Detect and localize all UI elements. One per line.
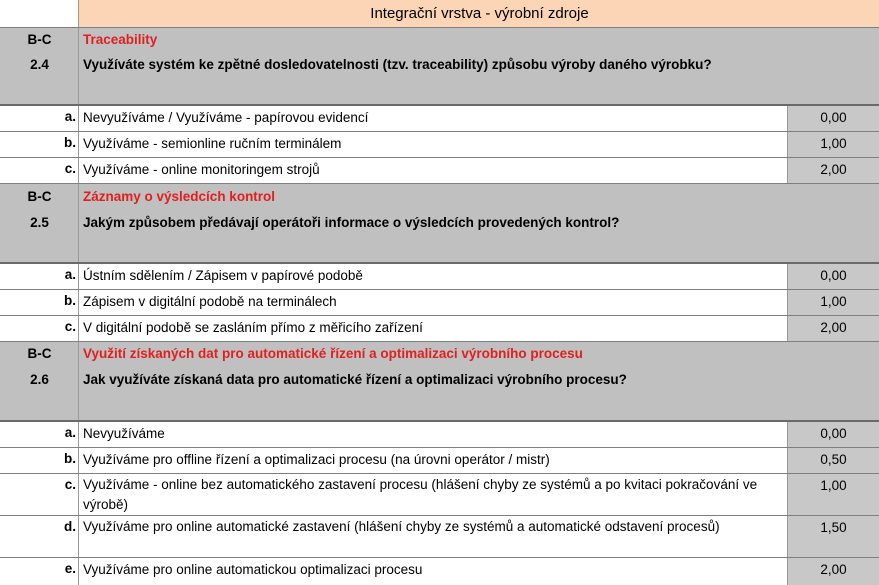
question-title: Traceability <box>83 32 158 47</box>
answer-letter: c. <box>64 161 76 176</box>
answer-cell[interactable] <box>80 558 787 585</box>
answer-text: Využíváme pro online automatické zastavení (hlášení chyby ze systémů a automatické odstavení procesů) <box>83 519 720 534</box>
answer-score: 0,00 <box>820 268 847 283</box>
answer-text: Využíváme pro online automatickou optimalizaci procesu <box>83 562 423 577</box>
answer-score: 0,00 <box>820 426 847 441</box>
letter-cell[interactable] <box>0 264 79 289</box>
answer-letter: e. <box>64 561 76 576</box>
score-cell[interactable] <box>787 516 879 557</box>
answer-cell[interactable] <box>80 448 787 473</box>
answer-text: Nevyužíváme <box>83 426 165 441</box>
sheet-title: Integrační vrstva - výrobní zdroje <box>370 5 589 22</box>
answer-row[interactable] <box>0 474 879 516</box>
answer-score: 0,50 <box>820 452 847 467</box>
answer-row[interactable] <box>0 290 879 316</box>
answer-letter: b. <box>64 135 76 150</box>
answer-score: 2,00 <box>820 320 847 335</box>
answer-row[interactable] <box>0 106 879 132</box>
answer-row[interactable] <box>0 448 879 474</box>
answer-letter: c. <box>64 477 76 492</box>
answer-score: 2,00 <box>820 562 847 577</box>
score-cell[interactable] <box>787 264 879 289</box>
answer-row[interactable] <box>0 316 879 342</box>
question-text: Využíváte systém ke zpětné dosledovatelnosti (tzv. traceability) způsobu výroby daného výrobku? <box>83 57 712 72</box>
question-number: 2.5 <box>30 215 49 230</box>
category-code: B-C <box>27 32 52 47</box>
answer-score: 1,00 <box>820 294 847 309</box>
answer-text: Zápisem v digitální podobě na terminálech <box>83 294 337 309</box>
answer-cell[interactable] <box>80 316 787 341</box>
answer-cell[interactable] <box>80 290 787 315</box>
question-title: Využití získaných dat pro automatické řízení a optimalizaci výrobního procesu <box>83 346 583 361</box>
question-number: 2.6 <box>30 372 49 387</box>
title-row[interactable] <box>0 0 879 28</box>
answer-row[interactable] <box>0 158 879 184</box>
question-title: Záznamy o výsledcích kontrol <box>83 189 276 204</box>
answer-cell[interactable] <box>80 106 787 131</box>
answer-letter: b. <box>64 451 76 466</box>
score-cell[interactable] <box>787 290 879 315</box>
category-code: B-C <box>27 346 52 361</box>
answer-row[interactable] <box>0 422 879 448</box>
answer-row[interactable] <box>0 558 879 585</box>
answer-text: Využíváme pro offline řízení a optimalizaci procesu (na úrovni operátor / mistr) <box>83 452 550 467</box>
answer-letter: d. <box>64 519 76 534</box>
letter-cell[interactable] <box>0 558 79 585</box>
answer-score: 0,00 <box>820 110 847 125</box>
answer-cell[interactable] <box>80 132 787 157</box>
answer-score: 1,00 <box>820 136 847 151</box>
answer-text: V digitální podobě se zasláním přímo z měřicího zařízení <box>83 320 423 335</box>
letter-cell[interactable] <box>0 516 79 557</box>
score-cell[interactable] <box>787 448 879 473</box>
answer-text: Ústním sdělením / Zápisem v papírové podobě <box>83 268 363 283</box>
answer-text: Nevyužíváme / Využíváme - papírovou evidencí <box>83 110 369 125</box>
answer-text: Využíváme - online bez automatického zastavení procesu (hlášení chyby ze systémů a po kvitaci pokračování ve výrobě) <box>83 477 758 512</box>
answer-row[interactable] <box>0 132 879 158</box>
question-text: Jakým způsobem předávají operátoři informace o výsledcích provedených kontrol? <box>83 215 620 230</box>
score-cell[interactable] <box>787 158 879 183</box>
letter-cell[interactable] <box>0 132 79 157</box>
question-row-2-5[interactable] <box>0 184 879 264</box>
score-cell[interactable] <box>787 558 879 585</box>
letter-cell[interactable] <box>0 316 79 341</box>
question-number: 2.4 <box>30 57 49 72</box>
answer-row[interactable] <box>0 264 879 290</box>
answer-text: Využíváme - semionline ručním terminálem <box>83 136 342 151</box>
score-cell[interactable] <box>787 316 879 341</box>
answer-score: 1,00 <box>820 478 847 493</box>
letter-cell[interactable] <box>0 290 79 315</box>
answer-cell[interactable] <box>80 422 787 447</box>
answer-row[interactable] <box>0 516 879 558</box>
question-row-2-6[interactable] <box>0 342 879 422</box>
letter-cell[interactable] <box>0 422 79 447</box>
answer-cell[interactable] <box>80 158 787 183</box>
letter-cell[interactable] <box>0 158 79 183</box>
answer-cell[interactable] <box>80 264 787 289</box>
answer-cell[interactable] <box>80 516 787 557</box>
answer-letter: a. <box>64 109 76 124</box>
answer-letter: c. <box>64 319 76 334</box>
letter-cell[interactable] <box>0 106 79 131</box>
letter-cell[interactable] <box>0 474 79 515</box>
empty-cell[interactable] <box>0 0 79 27</box>
question-row-2-4[interactable] <box>0 28 879 106</box>
score-cell[interactable] <box>787 422 879 447</box>
answer-score: 2,00 <box>820 162 847 177</box>
category-code: B-C <box>27 189 52 204</box>
score-cell[interactable] <box>787 106 879 131</box>
answer-cell[interactable] <box>80 474 787 515</box>
answer-text: Využíváme - online monitoringem strojů <box>83 162 320 177</box>
letter-cell[interactable] <box>0 448 79 473</box>
answer-letter: b. <box>64 293 76 308</box>
score-cell[interactable] <box>787 132 879 157</box>
answer-score: 1,50 <box>820 520 847 535</box>
question-text: Jak využíváte získaná data pro automatické řízení a optimalizaci výrobního procesu? <box>83 372 627 387</box>
answer-letter: a. <box>64 267 76 282</box>
score-cell[interactable] <box>787 474 879 515</box>
answer-letter: a. <box>64 425 76 440</box>
